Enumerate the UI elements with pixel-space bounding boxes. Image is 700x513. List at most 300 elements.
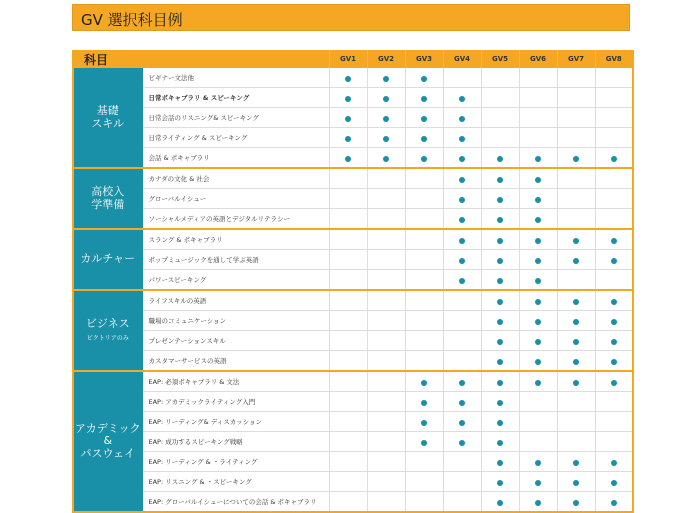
gv4-cell [443,331,481,351]
gv5-cell [481,128,519,148]
availability-dot-icon [345,96,351,102]
gv4-cell [443,168,481,189]
availability-dot-icon [383,136,389,142]
gv6-cell [519,412,557,432]
gv6-cell [519,229,557,250]
table-row [73,168,633,189]
gv2-cell [367,392,405,412]
table-row [73,189,633,209]
gv8-cell [595,392,633,412]
availability-dot-icon [497,420,503,426]
availability-dot-icon [345,116,351,122]
availability-dot-icon [459,380,465,386]
gv7-cell [557,250,595,270]
gv5-cell [481,392,519,412]
availability-dot-icon [611,380,617,386]
gv8-cell [595,290,633,311]
table-row [73,472,633,492]
subject-name: カナダの文化 & 社会 [142,168,329,189]
gv2-cell [367,88,405,108]
availability-dot-icon [345,76,351,82]
gv7-cell [557,68,595,88]
availability-dot-icon [421,96,427,102]
header-gv6: GV6 [519,50,557,68]
gv6-cell [519,311,557,331]
availability-dot-icon [535,500,541,506]
availability-dot-icon [383,96,389,102]
gv7-cell [557,371,595,392]
gv4-cell [443,108,481,128]
table-row [73,270,633,291]
gv1-cell [329,88,367,108]
gv6-cell [519,168,557,189]
gv1-cell [329,128,367,148]
gv3-cell [405,392,443,412]
gv8-cell [595,168,633,189]
subject-name: ソーシャルメディアの英語とデジタルリテラシー [142,209,329,230]
availability-dot-icon [535,339,541,345]
gv1-cell [329,311,367,331]
subject-name: パワースピーキング [142,270,329,291]
gv8-cell [595,229,633,250]
gv5-cell [481,250,519,270]
gv8-cell [595,148,633,169]
gv4-cell [443,311,481,331]
gv8-cell [595,472,633,492]
gv2-cell [367,128,405,148]
gv5-cell [481,472,519,492]
table-row [73,209,633,230]
gv1-cell [329,229,367,250]
gv6-cell [519,331,557,351]
gv2-cell [367,412,405,432]
gv7-cell [557,392,595,412]
availability-dot-icon [459,156,465,162]
availability-dot-icon [535,177,541,183]
gv1-cell [329,351,367,372]
gv4-cell [443,472,481,492]
availability-dot-icon [535,359,541,365]
availability-dot-icon [459,136,465,142]
availability-dot-icon [497,299,503,305]
table-row [73,351,633,372]
category-label: 高校入 学準備 [91,184,125,211]
gv8-cell [595,88,633,108]
availability-dot-icon [459,177,465,183]
availability-dot-icon [573,460,579,466]
header-gv8: GV8 [595,50,633,68]
gv7-cell [557,189,595,209]
gv3-cell [405,472,443,492]
gv7-cell [557,148,595,169]
gv1-cell [329,472,367,492]
gv4-cell [443,189,481,209]
gv8-cell [595,108,633,128]
category-cell [73,229,142,290]
gv3-cell [405,311,443,331]
availability-dot-icon [535,156,541,162]
subject-name: EAP: 成功するスピーキング戦略 [142,432,329,452]
gv1-cell [329,209,367,230]
gv6-cell [519,209,557,230]
gv1-cell [329,108,367,128]
table-row [73,392,633,412]
gv8-cell [595,351,633,372]
subject-name: ポップミュージックを通して学ぶ英語 [142,250,329,270]
gv8-cell [595,311,633,331]
gv8-cell [595,331,633,351]
availability-dot-icon [611,339,617,345]
availability-dot-icon [535,380,541,386]
gv2-cell [367,331,405,351]
table-row [73,311,633,331]
table-row [73,492,633,513]
subject-name: EAP: リーディング & ・ライティング [142,452,329,472]
gv2-cell [367,452,405,472]
gv4-cell [443,492,481,513]
header-gv2: GV2 [367,50,405,68]
gv6-cell [519,371,557,392]
category-label: カルチャー [80,252,136,266]
availability-dot-icon [497,238,503,244]
subject-name: ライフスキルの英語 [142,290,329,311]
availability-dot-icon [573,299,579,305]
header-gv5: GV5 [481,50,519,68]
gv2-cell [367,371,405,392]
gv2-cell [367,148,405,169]
gv2-cell [367,492,405,513]
category-label: ビジネス [85,316,130,330]
gv5-cell [481,88,519,108]
availability-dot-icon [421,380,427,386]
header-subject: 科目 [73,50,329,68]
gv3-cell [405,371,443,392]
gv5-cell [481,290,519,311]
availability-dot-icon [611,258,617,264]
availability-dot-icon [535,278,541,284]
gv6-cell [519,432,557,452]
gv7-cell [557,412,595,432]
availability-dot-icon [497,380,503,386]
availability-dot-icon [535,460,541,466]
availability-dot-icon [611,359,617,365]
gv3-cell [405,432,443,452]
gv3-cell [405,412,443,432]
gv3-cell [405,168,443,189]
gv6-cell [519,452,557,472]
availability-dot-icon [535,258,541,264]
category-sublabel: ビクトリアのみ [86,335,129,343]
gv4-cell [443,432,481,452]
gv3-cell [405,250,443,270]
table-row [73,128,633,148]
subject-name: 職場のコミュニケーション [142,311,329,331]
availability-dot-icon [573,480,579,486]
table-row [73,88,633,108]
gv5-cell [481,492,519,513]
subject-name: ビギナー文法他 [142,68,329,88]
gv4-cell [443,250,481,270]
gv7-cell [557,209,595,230]
availability-dot-icon [497,359,503,365]
gv5-cell [481,371,519,392]
category-label: アカデミック & パスウェイ [74,421,141,460]
table-row [73,290,633,311]
gv3-cell [405,492,443,513]
availability-dot-icon [421,156,427,162]
subject-name: 日常会話のリスニング& スピーキング [142,108,329,128]
subject-name: EAP: アカデミックライティング入門 [142,392,329,412]
gv2-cell [367,432,405,452]
availability-dot-icon [421,76,427,82]
gv4-cell [443,148,481,169]
table-row [73,452,633,472]
availability-dot-icon [459,217,465,223]
gv1-cell [329,250,367,270]
gv4-cell [443,88,481,108]
subject-name: グローバルイシュー [142,189,329,209]
gv3-cell [405,128,443,148]
gv1-cell [329,492,367,513]
gv2-cell [367,270,405,291]
availability-dot-icon [383,76,389,82]
availability-dot-icon [611,156,617,162]
availability-dot-icon [459,420,465,426]
elective-course-table [72,50,634,513]
subject-name: EAP: リスニング & ・スピーキング [142,472,329,492]
gv4-cell [443,452,481,472]
gv2-cell [367,290,405,311]
gv1-cell [329,392,367,412]
gv5-cell [481,148,519,169]
gv8-cell [595,68,633,88]
availability-dot-icon [535,299,541,305]
gv6-cell [519,270,557,291]
gv5-cell [481,209,519,230]
category-cell [73,290,142,371]
table-body [73,68,633,512]
gv6-cell [519,290,557,311]
table-row [73,371,633,392]
gv3-cell [405,189,443,209]
gv2-cell [367,189,405,209]
gv6-cell [519,250,557,270]
gv5-cell [481,331,519,351]
page-title-bar [72,4,630,31]
gv7-cell [557,351,595,372]
availability-dot-icon [611,460,617,466]
availability-dot-icon [573,156,579,162]
header-gv7: GV7 [557,50,595,68]
subject-name: プレゼンテーションスキル [142,331,329,351]
availability-dot-icon [573,339,579,345]
gv4-cell [443,412,481,432]
availability-dot-icon [611,238,617,244]
gv7-cell [557,270,595,291]
gv5-cell [481,189,519,209]
gv1-cell [329,189,367,209]
availability-dot-icon [535,217,541,223]
gv8-cell [595,270,633,291]
gv7-cell [557,88,595,108]
gv2-cell [367,168,405,189]
availability-dot-icon [421,440,427,446]
gv1-cell [329,331,367,351]
gv7-cell [557,311,595,331]
availability-dot-icon [535,197,541,203]
availability-dot-icon [421,420,427,426]
gv5-cell [481,168,519,189]
gv3-cell [405,229,443,250]
gv7-cell [557,128,595,148]
availability-dot-icon [497,278,503,284]
gv5-cell [481,108,519,128]
gv8-cell [595,250,633,270]
gv3-cell [405,452,443,472]
availability-dot-icon [383,156,389,162]
gv7-cell [557,492,595,513]
table-row [73,432,633,452]
gv4-cell [443,392,481,412]
availability-dot-icon [459,258,465,264]
availability-dot-icon [497,217,503,223]
category-cell [73,68,142,168]
table-header-row [73,50,633,68]
gv8-cell [595,492,633,513]
availability-dot-icon [573,500,579,506]
gv8-cell [595,189,633,209]
gv1-cell [329,452,367,472]
gv1-cell [329,412,367,432]
gv4-cell [443,229,481,250]
gv5-cell [481,452,519,472]
gv7-cell [557,472,595,492]
gv3-cell [405,108,443,128]
gv3-cell [405,148,443,169]
availability-dot-icon [459,238,465,244]
gv4-cell [443,128,481,148]
gv2-cell [367,68,405,88]
availability-dot-icon [535,319,541,325]
table-row [73,331,633,351]
gv6-cell [519,492,557,513]
table-row [73,412,633,432]
availability-dot-icon [459,116,465,122]
category-cell [73,168,142,229]
subject-name: 日常ボキャブラリ & スピーキング [142,88,329,108]
subject-name: EAP: グローバルイシューについての会話 & ボキャブラリ [142,492,329,513]
gv4-cell [443,351,481,372]
gv7-cell [557,331,595,351]
gv5-cell [481,412,519,432]
table-row [73,229,633,250]
subject-name: EAP: リーディング& ディスカッション [142,412,329,432]
header-gv4: GV4 [443,50,481,68]
availability-dot-icon [573,238,579,244]
gv8-cell [595,432,633,452]
gv1-cell [329,68,367,88]
availability-dot-icon [497,156,503,162]
page-title: GV 選択科目例 [81,11,183,29]
gv4-cell [443,371,481,392]
gv8-cell [595,128,633,148]
availability-dot-icon [573,258,579,264]
table-row [73,148,633,169]
gv3-cell [405,351,443,372]
gv2-cell [367,351,405,372]
availability-dot-icon [497,258,503,264]
availability-dot-icon [459,96,465,102]
gv6-cell [519,128,557,148]
availability-dot-icon [573,359,579,365]
gv2-cell [367,209,405,230]
availability-dot-icon [497,177,503,183]
header-gv3: GV3 [405,50,443,68]
availability-dot-icon [497,319,503,325]
subject-name: 会話 & ボキャブラリ [142,148,329,169]
gv1-cell [329,270,367,291]
gv6-cell [519,148,557,169]
gv6-cell [519,472,557,492]
gv8-cell [595,452,633,472]
availability-dot-icon [611,500,617,506]
gv7-cell [557,108,595,128]
gv5-cell [481,311,519,331]
availability-dot-icon [497,339,503,345]
availability-dot-icon [459,400,465,406]
gv4-cell [443,68,481,88]
table-row [73,68,633,88]
category-label: 基礎 スキル [91,103,125,130]
gv4-cell [443,290,481,311]
gv3-cell [405,68,443,88]
availability-dot-icon [497,440,503,446]
availability-dot-icon [611,319,617,325]
subject-name: スラング & ボキャブラリ [142,229,329,250]
gv3-cell [405,270,443,291]
gv6-cell [519,88,557,108]
table-row [73,108,633,128]
gv1-cell [329,290,367,311]
availability-dot-icon [535,480,541,486]
gv2-cell [367,250,405,270]
gv4-cell [443,209,481,230]
gv6-cell [519,68,557,88]
availability-dot-icon [421,116,427,122]
availability-dot-icon [459,197,465,203]
availability-dot-icon [345,136,351,142]
gv6-cell [519,351,557,372]
gv5-cell [481,432,519,452]
gv1-cell [329,432,367,452]
gv1-cell [329,371,367,392]
gv2-cell [367,229,405,250]
gv7-cell [557,452,595,472]
gv3-cell [405,290,443,311]
gv5-cell [481,68,519,88]
gv8-cell [595,209,633,230]
availability-dot-icon [459,278,465,284]
availability-dot-icon [421,136,427,142]
gv1-cell [329,168,367,189]
gv7-cell [557,168,595,189]
availability-dot-icon [535,238,541,244]
gv5-cell [481,270,519,291]
subject-name: カスタマーサービスの英語 [142,351,329,372]
gv5-cell [481,351,519,372]
gv2-cell [367,472,405,492]
gv4-cell [443,270,481,291]
